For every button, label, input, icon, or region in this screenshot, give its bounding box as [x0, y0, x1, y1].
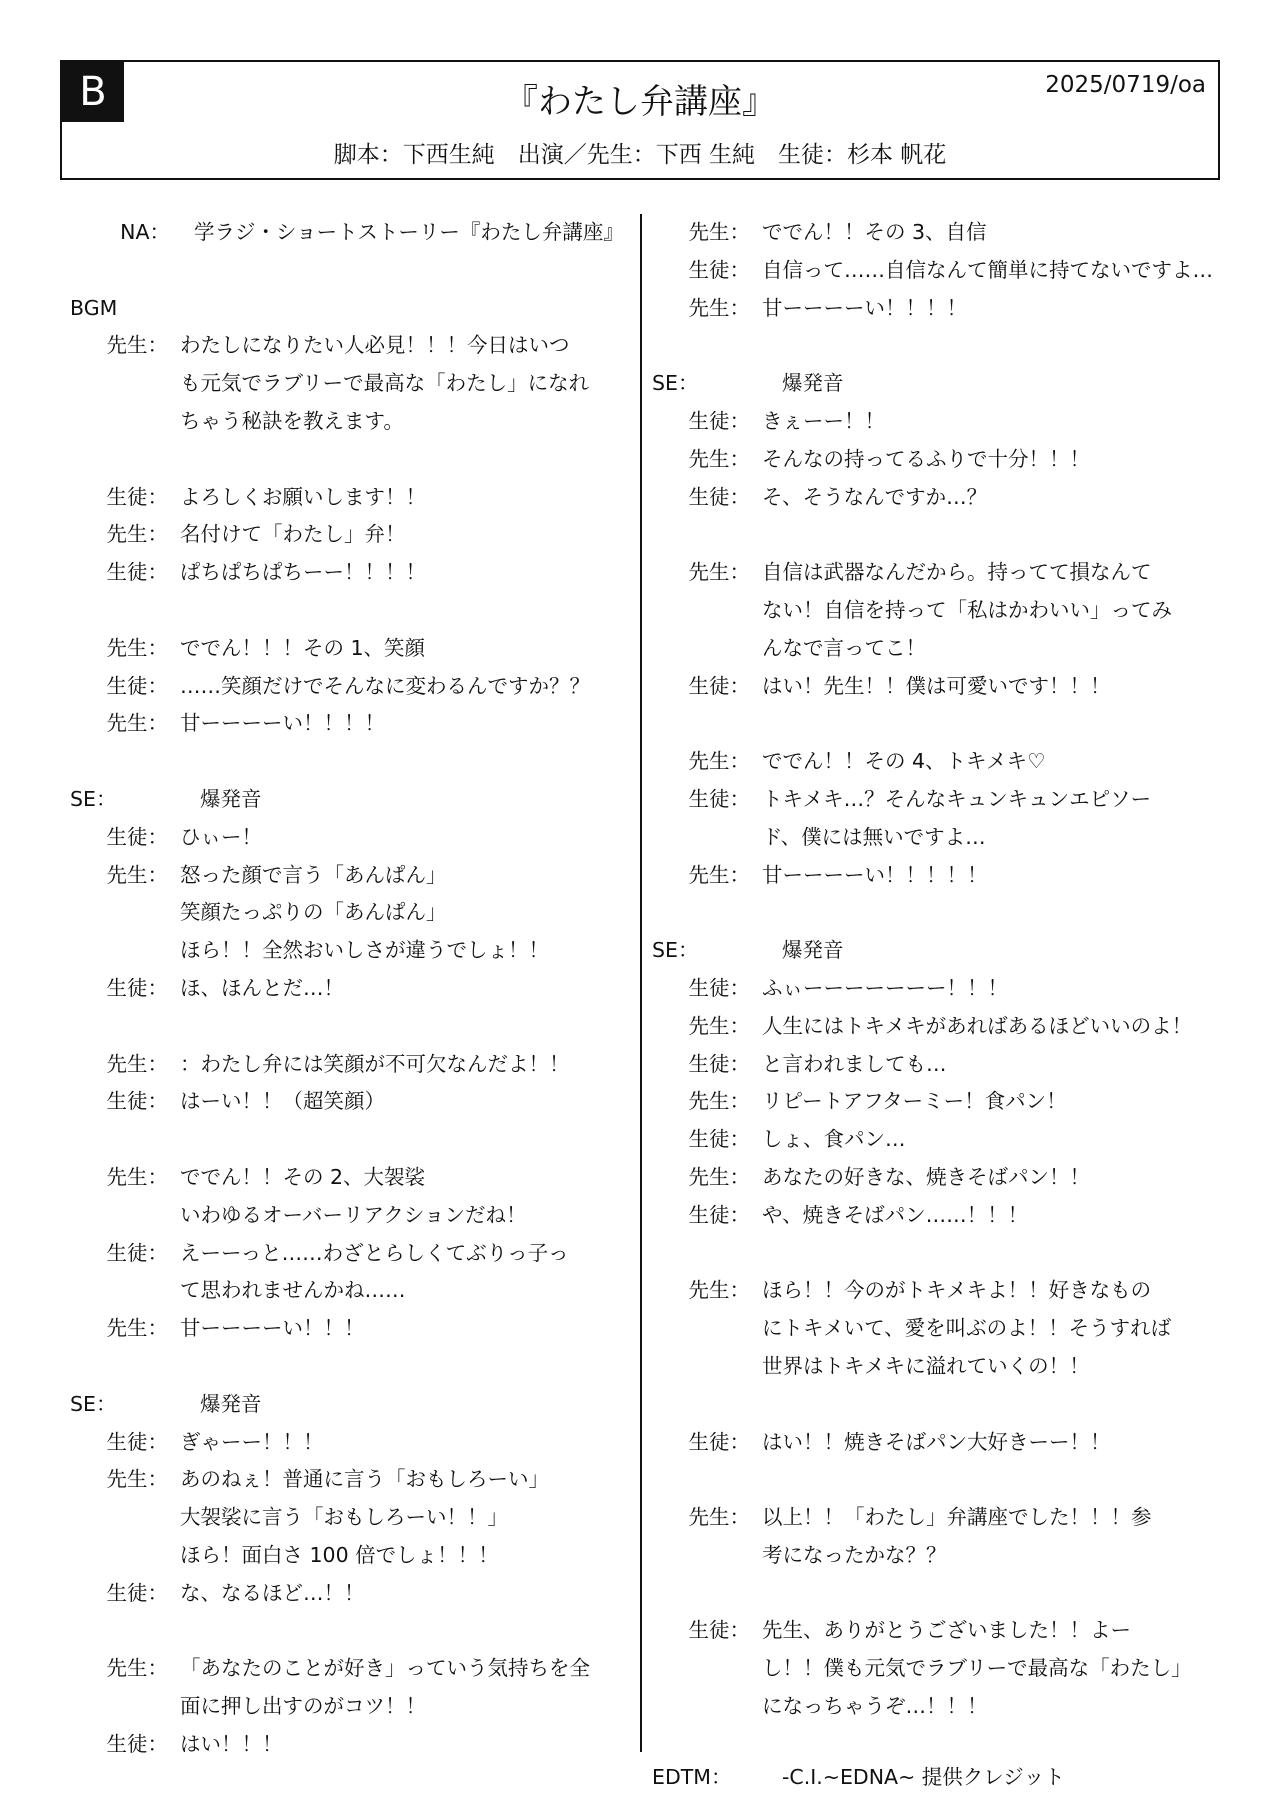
line-text: ででん！！その 4、トキメキ♡ — [762, 749, 1046, 774]
line-text: 爆発音 — [200, 1391, 262, 1416]
script-line — [652, 365, 1212, 403]
line-text: はい！！焼きそばパン大好きーー！！ — [762, 1429, 1111, 1454]
script-line — [70, 1499, 630, 1537]
script-line — [70, 1348, 630, 1386]
script-line — [70, 932, 630, 970]
line-text: ほら！！今のがトキメキよ！！好きなもの — [762, 1278, 1152, 1303]
script-line — [652, 290, 1212, 328]
line-text: や、焼きそばパン……！！！ — [762, 1202, 1029, 1227]
line-text: きぇーー！！ — [762, 408, 885, 433]
line-text: しょ、食パン… — [762, 1127, 906, 1152]
line-text: トキメキ…？そんなキュンキュンエピソー — [762, 786, 1152, 811]
line-text: と言われましても… — [762, 1051, 947, 1076]
script-line — [70, 327, 630, 365]
speaker-label: 先生： — [688, 1089, 750, 1114]
speaker-label: NA： — [120, 220, 170, 244]
edtm-line — [652, 1760, 1065, 1790]
script-line — [652, 1272, 1212, 1310]
script-line — [652, 1386, 1212, 1424]
line-text: し！！僕も元気でラブリーで最高な「わたし」 — [762, 1656, 1192, 1681]
script-line — [652, 819, 1212, 857]
speaker-label: 生徒： — [106, 1429, 168, 1454]
script-line — [70, 1726, 630, 1764]
line-text: 世界はトキメキに溢れていくの！！ — [762, 1353, 1090, 1378]
script-line — [70, 554, 630, 592]
script-line — [652, 1461, 1212, 1499]
speaker-label: 生徒： — [688, 1202, 750, 1227]
script-line — [652, 781, 1212, 819]
line-text: はい！先生！！僕は可愛いです！！！ — [762, 673, 1111, 698]
line-text: になっちゃうぞ…！！！ — [762, 1694, 988, 1719]
script-line — [70, 1688, 630, 1726]
script-line — [652, 668, 1212, 706]
script-line — [652, 1650, 1212, 1688]
script-line — [652, 630, 1212, 668]
script-line — [70, 403, 630, 441]
speaker-label: 先生： — [688, 1278, 750, 1303]
speaker-label: 先生： — [688, 1164, 750, 1189]
credits-line: 脚本：下西生純 出演／先生：下西 生純 生徒：杉本 帆花 — [333, 142, 947, 168]
line-text: ド、僕には無いですよ… — [762, 824, 986, 849]
edtm-text: -C.I.~EDNA~ 提供クレジット — [782, 1765, 1065, 1789]
script-line — [70, 819, 630, 857]
line-text: ひぃー！ — [180, 824, 262, 849]
script-line — [70, 1272, 630, 1310]
line-text: ででん！！その 3、自信 — [762, 220, 987, 244]
script-line — [652, 403, 1212, 441]
line-text: ででん！！その 2、大袈裟 — [180, 1164, 426, 1189]
line-text: 自信って……自信なんて簡単に持てないですよ… — [762, 257, 1213, 282]
script-line — [652, 327, 1212, 365]
speaker-label: 生徒： — [106, 1089, 168, 1114]
script-line — [70, 1650, 630, 1688]
speaker-label: 生徒： — [106, 1240, 168, 1265]
script-line — [652, 1235, 1212, 1273]
line-text: にトキメいて、愛を叫ぶのよ！！そうすれば — [762, 1316, 1172, 1341]
script-line — [652, 1688, 1212, 1726]
speaker-label: SE： — [70, 786, 117, 811]
line-text: ない！自信を持って「私はかわいい」ってみ — [762, 597, 1172, 622]
script-line — [70, 1461, 630, 1499]
line-text: 爆発音 — [782, 371, 844, 396]
speaker-label: SE： — [652, 938, 699, 963]
script-line — [652, 1424, 1212, 1462]
script-line — [70, 743, 630, 781]
script-line — [70, 781, 630, 819]
speaker-label: 生徒： — [688, 1051, 750, 1076]
script-line — [70, 668, 630, 706]
line-text: 名付けて「わたし」弁！ — [180, 522, 406, 547]
speaker-label: 先生： — [106, 1467, 168, 1492]
speaker-label: 先生： — [106, 1164, 168, 1189]
speaker-label: BGM — [70, 295, 118, 320]
script-line — [70, 1197, 630, 1235]
script-line — [652, 970, 1212, 1008]
line-text: も元気でラブリーで最高な「わたし」になれ — [180, 371, 590, 396]
line-text: リピートアフターミー！食パン！ — [762, 1089, 1067, 1114]
speaker-label: 生徒： — [106, 1731, 168, 1756]
script-line — [70, 1575, 630, 1613]
script-line — [652, 1197, 1212, 1235]
line-text: 考になったかな？？ — [762, 1542, 947, 1567]
script-line — [652, 1159, 1212, 1197]
line-text: ほら！！全然おいしさが違うでしょ！！ — [180, 938, 549, 963]
speaker-label: 先生： — [106, 522, 168, 547]
script-line — [652, 894, 1212, 932]
script-line — [70, 1310, 630, 1348]
line-text: わたしになりたい人必見！！！今日はいつ — [180, 333, 570, 358]
script-line — [70, 214, 630, 252]
script-line — [652, 705, 1212, 743]
speaker-label: 生徒： — [688, 673, 750, 698]
speaker-label: 先生： — [106, 711, 168, 736]
script-line — [70, 1424, 630, 1462]
script-line — [70, 857, 630, 895]
speaker-label: 先生： — [106, 333, 168, 358]
line-text: んなで言ってこ！ — [762, 635, 926, 660]
speaker-label: 生徒： — [688, 1127, 750, 1152]
script-line — [70, 1537, 630, 1575]
speaker-label: 先生： — [106, 635, 168, 660]
line-text: 爆発音 — [782, 938, 844, 963]
speaker-label: 先生： — [688, 1505, 750, 1530]
script-line — [652, 252, 1212, 290]
script-line — [70, 894, 630, 932]
speaker-label: 生徒： — [688, 1429, 750, 1454]
speaker-label: SE： — [652, 371, 699, 396]
script-line — [652, 516, 1212, 554]
line-text — [200, 290, 630, 328]
date-label: 2025/0719/oa — [1045, 72, 1206, 98]
line-text: て思われませんかね…… — [180, 1278, 406, 1303]
script-line — [70, 290, 630, 328]
speaker-label: 生徒： — [106, 824, 168, 849]
script-line — [70, 970, 630, 1008]
line-text: そんなの持ってるふりで十分！！！ — [762, 446, 1090, 471]
section-badge: B — [62, 62, 124, 122]
speaker-label: 先生： — [106, 1051, 168, 1076]
script-line — [652, 1046, 1212, 1084]
script-line — [652, 214, 1212, 252]
speaker-label: 先生： — [688, 560, 750, 585]
script-line — [652, 1083, 1212, 1121]
speaker-label: 先生： — [106, 1316, 168, 1341]
page-title: 『わたし弁講座』 — [504, 82, 776, 122]
script-line — [70, 1612, 630, 1650]
speaker-label: 先生： — [106, 1656, 168, 1681]
speaker-label: 先生： — [688, 295, 750, 320]
speaker-label: 生徒： — [106, 673, 168, 698]
script-line — [70, 1235, 630, 1273]
script-line — [652, 441, 1212, 479]
line-text: 爆発音 — [200, 786, 262, 811]
script-line — [70, 1008, 630, 1046]
line-text: 先生、ありがとうございました！！よー — [762, 1618, 1131, 1643]
speaker-label: 生徒： — [106, 1580, 168, 1605]
speaker-label: 生徒： — [106, 560, 168, 585]
line-text: 大袈裟に言う「おもしろーい！！」 — [180, 1505, 508, 1530]
script-line — [652, 1612, 1212, 1650]
speaker-label: 生徒： — [688, 484, 750, 509]
script-line — [652, 592, 1212, 630]
line-text: 笑顔たっぷりの「あんぱん」 — [180, 900, 447, 925]
script-line — [70, 630, 630, 668]
script-right-column — [652, 214, 1212, 1726]
speaker-label: 先生： — [688, 446, 750, 471]
speaker-label: 生徒： — [688, 786, 750, 811]
script-line — [652, 554, 1212, 592]
speaker-label: 生徒： — [106, 975, 168, 1000]
line-text: ぎゃーー！！！ — [180, 1429, 324, 1454]
line-text: ：わたし弁には笑顔が不可欠なんだよ！！ — [180, 1051, 570, 1076]
line-text: 面に押し出すのがコツ！！ — [180, 1694, 426, 1719]
header-box — [60, 60, 1220, 180]
speaker-label: 先生： — [688, 1013, 750, 1038]
speaker-label: 生徒： — [106, 484, 168, 509]
script-line — [70, 1386, 630, 1424]
line-text: よろしくお願いします！！ — [180, 484, 426, 509]
script-line — [652, 479, 1212, 517]
line-text: 甘ーーーーい！！！！！ — [762, 862, 988, 887]
line-text: な、なるほど…！！ — [180, 1580, 365, 1605]
speaker-label: 生徒： — [688, 257, 750, 282]
script-line — [652, 1537, 1212, 1575]
script-line — [70, 592, 630, 630]
line-text: 自信は武器なんだから。持ってて損なんて — [762, 560, 1152, 585]
line-text: 学ラジ・ショートストーリー『わたし弁講座』 — [194, 220, 624, 244]
speaker-label: 先生： — [106, 862, 168, 887]
line-text: 甘ーーーーい！！！！ — [180, 711, 385, 736]
script-line — [652, 1575, 1212, 1613]
script-left-column — [70, 214, 630, 1764]
script-line — [652, 1310, 1212, 1348]
speaker-label: 生徒： — [688, 1618, 750, 1643]
script-line — [652, 857, 1212, 895]
line-text: そ、そうなんですか…？ — [762, 484, 988, 509]
script-line — [70, 516, 630, 554]
script-line — [70, 365, 630, 403]
line-text: はーい！！（超笑顔） — [180, 1089, 385, 1114]
script-line — [70, 705, 630, 743]
line-text: あのねぇ！普通に言う「おもしろーい」 — [180, 1467, 549, 1492]
line-text: ……笑顔だけでそんなに変わるんですか？？ — [180, 673, 590, 698]
line-text: えーーっと……わざとらしくてぶりっ子っ — [180, 1240, 569, 1265]
script-line — [70, 441, 630, 479]
script-line — [70, 1046, 630, 1084]
speaker-label: 生徒： — [688, 975, 750, 1000]
edtm-speaker: EDTM： — [652, 1765, 732, 1789]
script-line — [652, 1008, 1212, 1046]
script-line — [70, 1159, 630, 1197]
speaker-label: 先生： — [688, 862, 750, 887]
script-line — [652, 1348, 1212, 1386]
script-line — [70, 252, 630, 290]
line-text: ぱちぱちぱちーー！！！！ — [180, 560, 426, 585]
line-text: 以上！！「わたし」弁講座でした！！！参 — [762, 1505, 1152, 1530]
line-text: 甘ーーーーい！！！！ — [762, 295, 967, 320]
line-text: ででん！！！その 1、笑顔 — [180, 635, 426, 660]
speaker-label: 生徒： — [688, 408, 750, 433]
script-line — [652, 1499, 1212, 1537]
script-line — [70, 1121, 630, 1159]
line-text: はい！！！ — [180, 1731, 283, 1756]
line-text: ふぃーーーーーーー！！！ — [762, 975, 1008, 1000]
column-divider — [640, 214, 642, 1752]
speaker-label: SE： — [70, 1391, 117, 1416]
line-text: 人生にはトキメキがあればあるほどいいのよ！ — [762, 1013, 1193, 1038]
line-text: 怒った顔で言う「あんぱん」 — [180, 862, 447, 887]
line-text: ほ、ほんとだ…！ — [180, 975, 344, 1000]
script-line — [652, 743, 1212, 781]
script-line — [70, 479, 630, 517]
script-line — [652, 1121, 1212, 1159]
speaker-label: 先生： — [688, 749, 750, 774]
script-line — [70, 1083, 630, 1121]
line-text: あなたの好きな、焼きそばパン！！ — [762, 1164, 1090, 1189]
line-text: いわゆるオーバーリアクションだね！ — [180, 1202, 527, 1227]
line-text: ちゃう秘訣を教えます。 — [180, 408, 404, 433]
speaker-label: 先生： — [688, 220, 750, 244]
script-line — [652, 932, 1212, 970]
line-text: ほら！面白さ 100 倍でしょ！！！ — [180, 1542, 499, 1567]
line-text: 「あなたのことが好き」っていう気持ちを全 — [180, 1656, 590, 1681]
line-text: 甘ーーーーい！！！ — [180, 1316, 365, 1341]
